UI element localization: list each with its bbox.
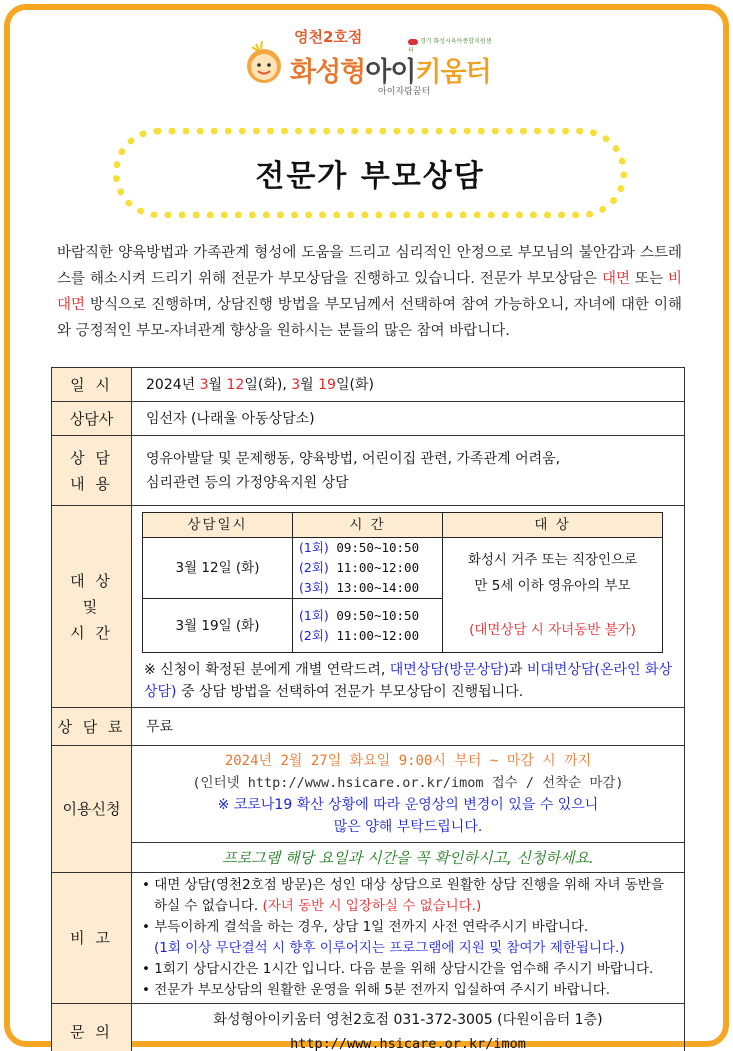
logo (242, 22, 492, 102)
row-apply (52, 746, 685, 843)
child-face-icon (242, 38, 286, 86)
logo-branch: 영천2호점 (294, 28, 363, 46)
schedule-day-1: 3월 12일 (화) (143, 538, 293, 599)
schedule-day-2: 3월 19일 (화) (143, 599, 293, 653)
header-time: 시 간 (293, 513, 443, 538)
apply-check-reminder: 프로그램 해당 요일과 시간을 꼭 확인하시고, 신청하세요. (132, 843, 685, 873)
apply-info (132, 746, 685, 843)
info-table (51, 367, 685, 1051)
schedule-times-1: (1회) 09:50~10:50 (2회) 11:00~12:00 (3회) 13:00~14:00 (293, 538, 443, 599)
row-date (52, 368, 685, 402)
row-fee (52, 708, 685, 746)
schedule-table (142, 512, 663, 653)
note-item: • 전문가 부모상담의 원활한 운영을 위해 5분 전까지 입실하여 주시기 바랍니다. (142, 980, 674, 1001)
apply-online: (인터넷 http://www.hsicare.or.kr/imom 접수 / 선착순 마감) (192, 775, 624, 791)
title-banner (113, 128, 627, 218)
notes-cell (132, 873, 685, 1004)
target-note: ※ 신청이 확정된 분에게 개별 연락드려, 대면상담(방문상담)과 비대면상담(온라인 화상상담) 중 상담 방법을 선택하여 전문가 부모상담이 진행됩니다. (144, 662, 673, 700)
apply-notice-2: 많은 양해 부탁드립니다. (333, 819, 483, 835)
schedule-times-2: (1회) 09:50~10:50 (2회) 11:00~12:00 (293, 599, 443, 653)
label-target: 대 상 및 시 간 (52, 506, 132, 708)
note-item: • 1회기 상담시간은 1시간 입니다. 다음 분을 위해 상담시간을 엄수해 주시기 바랍니다. (142, 959, 674, 980)
label-apply: 이용신청 (52, 746, 132, 873)
apply-notice-1: ※ 코로나19 확산 상황에 따라 운영상의 변경이 있을 수 있으니 (217, 797, 599, 813)
notes-list (132, 873, 684, 1003)
label-notes: 비 고 (52, 873, 132, 1004)
contact-url[interactable]: http://www.hsicare.or.kr/imom (290, 1035, 526, 1051)
intro-paragraph: 바람직한 양육방법과 가족관계 형성에 도움을 드리고 심리적인 안정으로 부모님의 불안감과 스트레스를 해소시켜 드리기 위해 전문가 부모상담을 진행하고 있습니다. 전문가 부모상담은 대면 또는 비대면 방식으로 진행하며, 상담진행 방법을 부모님께서 선택하여 참여 가능하오니, 자녀에 대한 이해와 긍정적인 부모-자녀관계 향상을 원하시는 분들의 많은 참여 바랍니다. (57, 245, 682, 339)
label-content: 상 담 내 용 (52, 436, 132, 506)
counselor-value: 임선자 (나래울 아동상담소) (132, 402, 685, 436)
logo-wordmark: 화성형아이키움터 (290, 57, 491, 88)
header-date: 상담일시 (143, 513, 293, 538)
page-title: 전문가 부모상담 (255, 159, 485, 194)
target-cell (132, 506, 685, 708)
row-contact (52, 1004, 685, 1051)
note-item: • 부득이하게 결석을 하는 경우, 상담 1일 전까지 사전 연락주시기 바랍니다. (1회 이상 무단결석 시 향후 이루어지는 프로그램에 지원 및 참여가 제한됩니다.) (142, 917, 674, 959)
date-value: 2024년 3월 12일(화), 3월 19일(화) (132, 368, 685, 402)
apply-period: 2024년 2월 27일 화요일 9:00시 부터 ~ 마감 시 까지 (224, 753, 592, 769)
row-content (52, 436, 685, 506)
row-notes (52, 873, 685, 1004)
label-contact: 문 의 (52, 1004, 132, 1051)
content-value: 영유아발달 및 문제행동, 양육방법, 어린이집 관련, 가족관계 어려움, 심리관련 등의 가정양육지원 상담 (132, 436, 685, 506)
fee-value: 무료 (132, 708, 685, 746)
label-date: 일 시 (52, 368, 132, 402)
row-target (52, 506, 685, 708)
logo-center-name: 경기 화성시육아종합지원센터 (408, 38, 492, 54)
label-counselor: 상담사 (52, 402, 132, 436)
schedule-target: 화성시 거주 또는 직장인으로 만 5세 이하 영유아의 부모 (대면상담 시 자녀동반 불가) (443, 538, 663, 653)
note-item: • 대면 상담(영천2호점 방문)은 성인 대상 상담으로 원활한 상담 진행을 위해 자녀 동반을 하실 수 없습니다. (자녀 동반 시 입장하실 수 없습니다.) (142, 875, 674, 917)
contact-phone: 화성형아이키움터 영천2호점 031-372-3005 (다원이음터 1층) (213, 1011, 603, 1028)
row-counselor (52, 402, 685, 436)
header-target: 대 상 (443, 513, 663, 538)
label-fee: 상 담 료 (52, 708, 132, 746)
logo-subtitle: 아이자람꿈터 (378, 87, 431, 97)
row-apply-check (52, 843, 685, 873)
contact-info (132, 1004, 685, 1051)
